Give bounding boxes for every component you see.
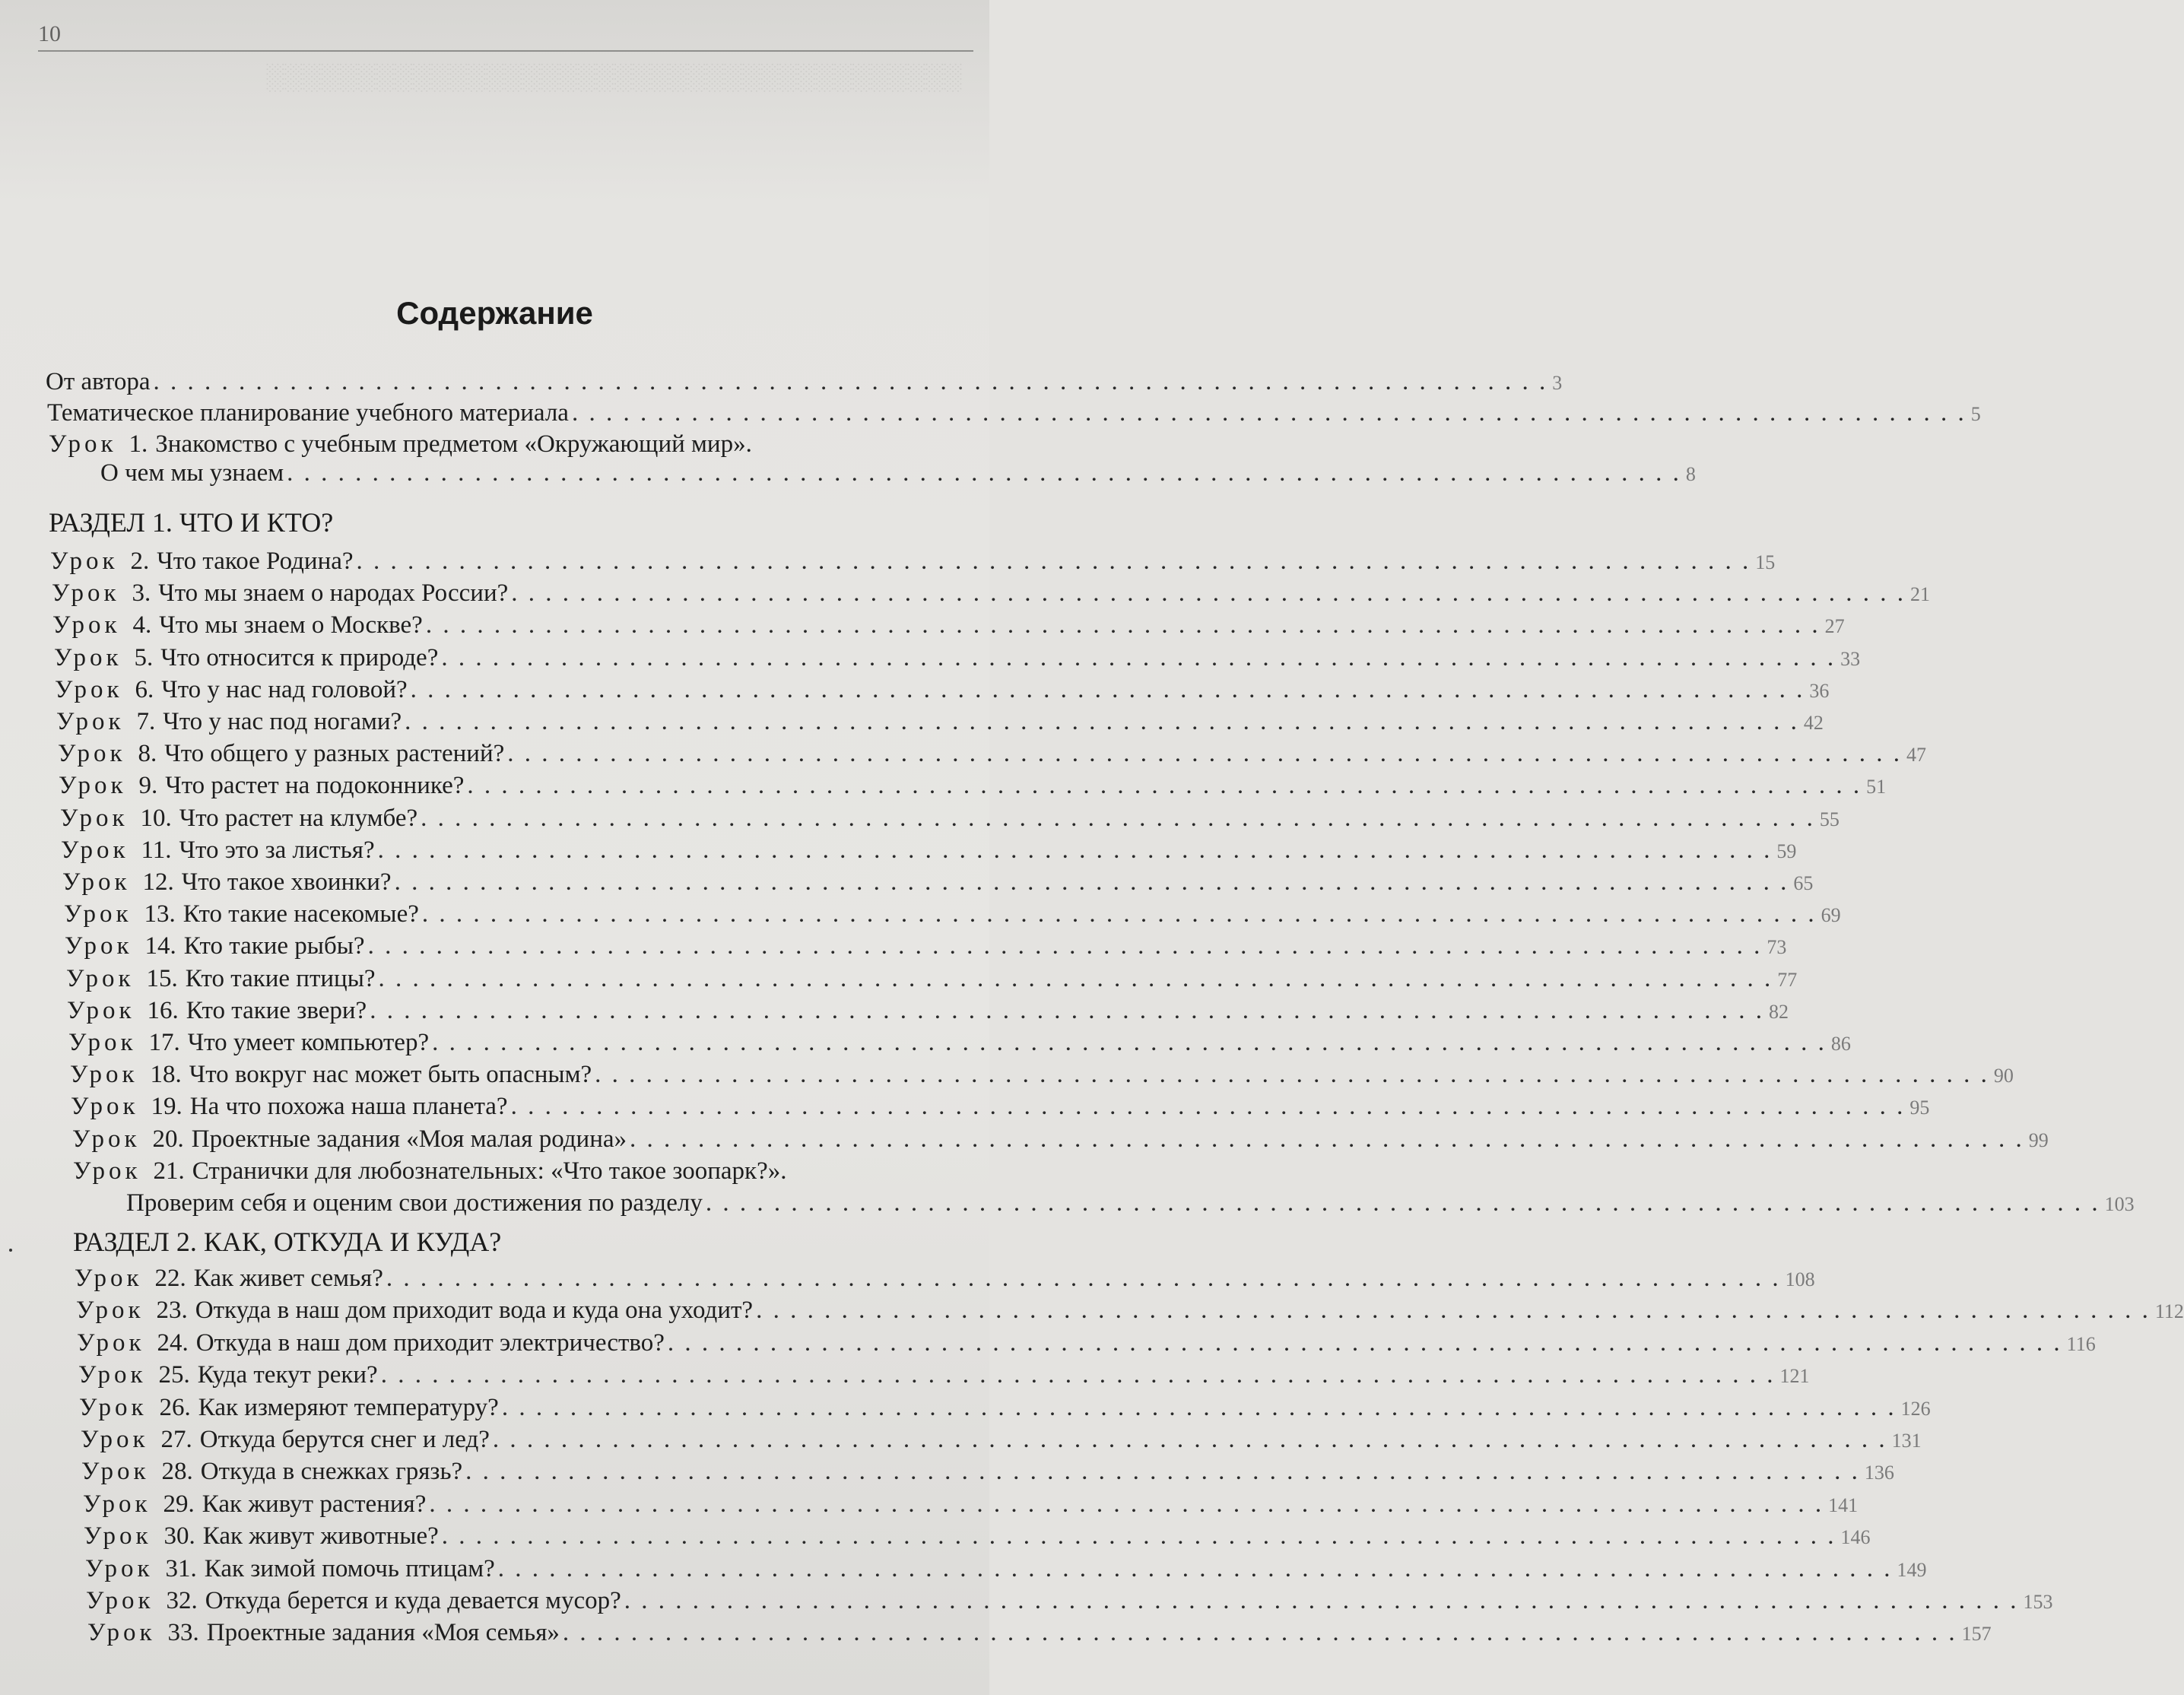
lesson-label: Урок <box>73 1157 141 1185</box>
page-number: 157 <box>1961 1623 1992 1645</box>
entry-title: Как живет семья? <box>193 1265 383 1292</box>
lesson-number: 9. <box>138 772 158 799</box>
lesson-label: Урок <box>70 1061 138 1088</box>
dot-leader: . . . . . . . . . . . . . . . . . . . . . . . . . . . . . . . . . . . . . . . . . . . . . . . . . . . . . . . . . . . . . . . . . . . . . . . . . . . . . . . . . . <box>429 1490 1824 1518</box>
entry-title: Что умеет компьютер? <box>187 1029 430 1056</box>
page-number: 69 <box>1821 904 1841 926</box>
page-number: 108 <box>1785 1268 1815 1290</box>
lesson-label: Урок <box>64 900 132 928</box>
dot-leader: . . . . . . . . . . . . . . . . . . . . . . . . . . . . . . . . . . . . . . . . . . . . . . . . . . . . . . . . . . . . . . . . . . . . . . . . . . . . . . . . . . <box>386 1265 1781 1292</box>
toc-entry-lesson <box>59 772 1887 804</box>
lesson-number: 24. <box>157 1329 189 1357</box>
entry-title: Как живут животные? <box>202 1522 439 1550</box>
toc-entry-lesson <box>81 1426 1922 1458</box>
page-number: 126 <box>1900 1398 1931 1420</box>
lesson-number: 6. <box>135 676 154 703</box>
entry-title: Тематическое планирование учебного материала <box>47 399 569 427</box>
lesson-number: 11. <box>141 836 172 864</box>
page-number: 21 <box>1910 583 1931 605</box>
entry-title: Что у нас под ногами? <box>163 708 402 735</box>
page-number: 55 <box>1819 808 1840 830</box>
lesson-label: Урок <box>77 1329 145 1357</box>
dot-leader: . . . . . . . . . . . . . . . . . . . . . . . . . . . . . . . . . . . . . . . . . . . . . . . . . . . . . . . . . . . . . . . . . . . . . . . . . . . . . . . . . . <box>492 1426 1887 1453</box>
toc-entry-lesson <box>77 1329 2096 1361</box>
entry-title: Откуда в наш дом приходит вода и куда она уходит? <box>195 1297 754 1324</box>
lesson-number: 27. <box>160 1426 192 1453</box>
page-number: 8 <box>1685 463 1696 485</box>
page-number: 59 <box>1776 840 1797 862</box>
entry-title: Откуда берется и куда девается мусор? <box>205 1587 621 1614</box>
lesson-label: Урок <box>49 430 117 458</box>
toc-entry-lesson <box>75 1265 1815 1297</box>
lesson-label: Урок <box>66 965 135 992</box>
lesson-label: Урок <box>81 1458 150 1485</box>
dot-leader: . . . . . . . . . . . . . . . . . . . . . . . . . . . . . . . . . . . . . . . . . . . . . . . . . . . . . . . . . . . . . . . . . . . . . . . . . . . . . . . . . . <box>287 459 1681 487</box>
entry-title: Что это за листья? <box>179 836 375 864</box>
page-number: 5 <box>1970 403 1981 425</box>
lesson-label: Урок <box>52 611 121 639</box>
lesson-number: 10. <box>140 805 172 832</box>
entry-title: Что такое Родина? <box>157 548 354 575</box>
entry-title: Откуда в наш дом приходит электричество? <box>195 1329 665 1357</box>
toc-entry-lesson <box>50 548 1776 579</box>
page-number: 116 <box>2066 1333 2096 1355</box>
lesson-number: 30. <box>163 1522 195 1550</box>
lesson-label: Урок <box>81 1426 149 1453</box>
entry-title: Знакомство с учебным предметом «Окружающий мир». <box>155 430 752 458</box>
page-number: 42 <box>1803 712 1824 734</box>
lesson-label: Урок <box>87 1619 156 1646</box>
toc-title: Содержание <box>396 295 593 331</box>
entry-title: Что растет на подоконнике? <box>165 772 465 799</box>
dot-leader: . . . . . . . . . . . . . . . . . . . . . . . . . . . . . . . . . . . . . . . . . . . . . . . . . . . . . . . . . . . . . . . . . . . . . . . . . . . . . . . . . . <box>425 611 1821 639</box>
dot-leader: . . . . . . . . . . . . . . . . . . . . . . . . . . . . . . . . . . . . . . . . . . . . . . . . . . . . . . . . . . . . . . . . . . . . . . . . . . . . . . . . . . <box>377 836 1773 864</box>
toc-entry-lesson <box>61 836 1797 868</box>
dot-leader: . . . . . . . . . . . . . . . . . . . . . . . . . . . . . . . . . . . . . . . . . . . . . . . . . . . . . . . . . . . . . . . . . . . . . . . . . . . . . . . . . . <box>465 1458 1860 1485</box>
bleed-line: ░░░░░░░░░░░░░░░░░░░░░░░░░░░░░░░░░░░░░░ <box>266 63 963 91</box>
page-number: 36 <box>1809 680 1830 702</box>
page-number: 153 <box>2023 1591 2053 1613</box>
entry-title: Что у нас над головой? <box>161 676 408 703</box>
lesson-number: 5. <box>134 644 154 671</box>
page-number: 86 <box>1830 1033 1851 1055</box>
lesson-label: Урок <box>62 868 131 896</box>
lesson-label: Урок <box>50 548 119 575</box>
dot-leader: . . . . . . . . . . . . . . . . . . . . . . . . . . . . . . . . . . . . . . . . . . . . . . . . . . . . . . . . . . . . . . . . . . . . . . . . . . . . . . . . . . <box>394 868 1789 896</box>
toc-entry-lesson <box>66 965 1798 997</box>
toc-entry-lesson <box>79 1394 1931 1426</box>
entry-title: Кто такие рыбы? <box>183 932 365 960</box>
toc-entry-lesson <box>83 1490 1859 1522</box>
lesson-number: 13. <box>144 900 176 928</box>
lesson-number: 32. <box>166 1587 198 1614</box>
toc-entry-planning <box>47 399 1981 431</box>
lesson-number: 19. <box>151 1093 183 1120</box>
lesson-label: Урок <box>71 1093 139 1120</box>
page-number: 90 <box>1993 1065 2014 1087</box>
lesson-number: 4. <box>132 611 152 639</box>
toc-entry-lesson <box>86 1587 2053 1619</box>
toc-entry-lesson <box>85 1555 1927 1587</box>
dot-leader: . . . . . . . . . . . . . . . . . . . . . . . . . . . . . . . . . . . . . . . . . . . . . . . . . . . . . . . . . . . . . . . . . . . . . . . . . . . . . . . . . . <box>667 1329 2062 1357</box>
page-number: 136 <box>1864 1462 1894 1484</box>
toc-entry-lesson-1-cont <box>100 459 1696 491</box>
entry-title: Куда текут реки? <box>197 1361 378 1389</box>
toc-entry-lesson <box>54 644 1861 676</box>
dot-leader: . . . . . . . . . . . . . . . . . . . . . . . . . . . . . . . . . . . . . . . . . . . . . . . . . . . . . . . . . . . . . . . . . . . . . . . . . . . . . . . . . . <box>378 965 1773 992</box>
lesson-label: Урок <box>68 1029 137 1056</box>
lesson-label: Урок <box>60 805 129 832</box>
lesson-number: 3. <box>132 579 151 607</box>
lesson-number: 31. <box>165 1555 197 1582</box>
page-number: 103 <box>2104 1193 2135 1215</box>
page-number: 51 <box>1866 776 1887 798</box>
entry-title: Проектные задания «Моя малая родина» <box>191 1125 627 1153</box>
lesson-label: Урок <box>72 1125 141 1153</box>
lesson-label: Урок <box>76 1297 144 1324</box>
dot-leader: . . . . . . . . . . . . . . . . . . . . . . . . . . . . . . . . . . . . . . . . . . . . . . . . . . . . . . . . . . . . . . . . . . . . . . . . . . . . . . . . . . <box>153 368 1548 395</box>
entry-title: О чем мы узнаем <box>100 459 284 487</box>
toc-entry-lesson <box>72 1125 2049 1157</box>
lesson-number: 16. <box>147 997 179 1024</box>
entry-title: От автора <box>46 368 151 395</box>
lesson-label: Урок <box>59 772 127 799</box>
page-number: 47 <box>1906 744 1926 766</box>
dot-leader: . . . . . . . . . . . . . . . . . . . . . . . . . . . . . . . . . . . . . . . . . . . . . . . . . . . . . . . . . . . . . . . . . . . . . . . . . . . . . . . . . . <box>467 772 1862 799</box>
lesson-number: 17. <box>148 1029 180 1056</box>
dot-leader: . . . . . . . . . . . . . . . . . . . . . . . . . . . . . . . . . . . . . . . . . . . . . . . . . . . . . . . . . . . . . . . . . . . . . . . . . . . . . . . . . . <box>421 805 1815 832</box>
lesson-number: 25. <box>158 1361 190 1389</box>
toc-entry-lesson <box>68 1029 1851 1061</box>
entry-title: Как живут растения? <box>202 1490 427 1518</box>
toc-entry-lesson <box>84 1522 1871 1554</box>
toc-entry-lesson <box>52 579 1931 611</box>
lesson-number: 22. <box>154 1265 186 1292</box>
entry-title: Кто такие птицы? <box>185 965 376 992</box>
dot-leader: . . . . . . . . . . . . . . . . . . . . . . . . . . . . . . . . . . . . . . . . . . . . . . . . . . . . . . . . . . . . . . . . . . . . . . . . . . . . . . . . . . <box>510 1093 1906 1120</box>
dot-leader: . . . . . . . . . . . . . . . . . . . . . . . . . . . . . . . . . . . . . . . . . . . . . . . . . . . . . . . . . . . . . . . . . . . . . . . . . . . . . . . . . . <box>501 1394 1897 1421</box>
dot-leader: . . . . . . . . . . . . . . . . . . . . . . . . . . . . . . . . . . . . . . . . . . . . . . . . . . . . . . . . . . . . . . . . . . . . . . . . . . . . . . . . . . <box>497 1555 1893 1582</box>
lesson-label: Урок <box>54 644 122 671</box>
section-heading: РАЗДЕЛ 2. КАК, ОТКУДА И КУДА? <box>73 1227 502 1257</box>
lesson-label: Урок <box>83 1490 151 1518</box>
lesson-number: 26. <box>159 1394 191 1421</box>
entry-title: Проектные задания «Моя семья» <box>206 1619 560 1646</box>
page-number: 77 <box>1777 969 1798 991</box>
lesson-number: 7. <box>136 708 156 735</box>
page-number: 15 <box>1755 551 1776 573</box>
dot-leader: . . . . . . . . . . . . . . . . . . . . . . . . . . . . . . . . . . . . . . . . . . . . . . . . . . . . . . . . . . . . . . . . . . . . . . . . . . . . . . . . . . <box>705 1189 2100 1217</box>
toc-entry-lesson <box>64 900 1841 932</box>
toc-entry-lesson <box>70 1061 2014 1093</box>
dot-leader: . . . . . . . . . . . . . . . . . . . . . . . . . . . . . . . . . . . . . . . . . . . . . . . . . . . . . . . . . . . . . . . . . . . . . . . . . . . . . . . . . . <box>595 1061 1989 1088</box>
dot-leader: . . . . . . . . . . . . . . . . . . . . . . . . . . . . . . . . . . . . . . . . . . . . . . . . . . . . . . . . . . . . . . . . . . . . . . . . . . . . . . . . . . <box>356 548 1751 575</box>
entry-title: Проверим себя и оценим свои достижения по разделу <box>126 1189 703 1217</box>
entry-title: Что мы знаем о народах России? <box>158 579 509 607</box>
entry-title: На что похожа наша планета? <box>189 1093 508 1120</box>
toc-entry-lesson-21-cont <box>126 1189 2135 1221</box>
toc-entry-lesson <box>81 1458 1894 1490</box>
lesson-label: Урок <box>52 579 120 607</box>
lesson-label: Урок <box>58 740 126 767</box>
toc-entry-lesson <box>58 740 1926 772</box>
toc-entry-lesson <box>60 805 1840 836</box>
dot-leader: . . . . . . . . . . . . . . . . . . . . . . . . . . . . . . . . . . . . . . . . . . . . . . . . . . . . . . . . . . . . . . . . . . . . . . . . . . . . . . . . . . <box>432 1029 1827 1056</box>
lesson-label: Урок <box>75 1265 143 1292</box>
page-mark <box>9 1249 12 1252</box>
entry-title: Кто такие звери? <box>186 997 367 1024</box>
entry-title: Кто такие насекомые? <box>183 900 419 928</box>
page-number: 3 <box>1552 372 1563 394</box>
toc-entry-lesson <box>65 932 1787 964</box>
lesson-label: Урок <box>86 1587 154 1614</box>
lesson-label: Урок <box>78 1361 147 1389</box>
toc-entry-lesson-1 <box>49 430 985 462</box>
entry-title: Откуда берутся снег и лед? <box>199 1426 490 1453</box>
lesson-label: Урок <box>67 997 135 1024</box>
lesson-label: Урок <box>55 676 123 703</box>
lesson-label: Урок <box>79 1394 148 1421</box>
lesson-number: 23. <box>156 1297 188 1324</box>
dot-leader: . . . . . . . . . . . . . . . . . . . . . . . . . . . . . . . . . . . . . . . . . . . . . . . . . . . . . . . . . . . . . . . . . . . . . . . . . . . . . . . . . . <box>410 676 1805 703</box>
lesson-number: 33. <box>167 1619 199 1646</box>
entry-title: Что общего у разных растений? <box>164 740 505 767</box>
running-head: 10 <box>38 21 973 52</box>
page-number: 99 <box>2028 1129 2049 1151</box>
entry-title: Что такое хвоинки? <box>181 868 392 896</box>
lesson-number: 8. <box>138 740 157 767</box>
lesson-number: 14. <box>144 932 176 960</box>
page-number: 112 <box>2154 1300 2184 1322</box>
lesson-label: Урок <box>61 836 129 864</box>
lesson-number: 18. <box>150 1061 182 1088</box>
entry-title: Что мы знаем о Москве? <box>159 611 423 639</box>
toc-entry-lesson <box>67 997 1789 1029</box>
page-number: 149 <box>1897 1559 1927 1581</box>
page-number: 131 <box>1891 1430 1922 1452</box>
entry-title: Как измеряют температуру? <box>198 1394 499 1421</box>
dot-leader: . . . . . . . . . . . . . . . . . . . . . . . . . . . . . . . . . . . . . . . . . . . . . . . . . . . . . . . . . . . . . . . . . . . . . . . . . . . . . . . . . . <box>571 399 1967 427</box>
entry-title: Откуда в снежках грязь? <box>200 1458 463 1485</box>
toc-entry-lesson <box>71 1093 1930 1125</box>
entry-title: Что растет на клумбе? <box>179 805 418 832</box>
dot-leader: . . . . . . . . . . . . . . . . . . . . . . . . . . . . . . . . . . . . . . . . . . . . . . . . . . . . . . . . . . . . . . . . . . . . . . . . . . . . . . . . . . <box>441 1522 1836 1550</box>
lesson-number: 20. <box>152 1125 184 1153</box>
dot-leader: . . . . . . . . . . . . . . . . . . . . . . . . . . . . . . . . . . . . . . . . . . . . . . . . . . . . . . . . . . . . . . . . . . . . . . . . . . . . . . . . . . <box>624 1587 2019 1614</box>
entry-title: Что вокруг нас может быть опасным? <box>189 1061 592 1088</box>
toc-entry-lesson <box>78 1361 1810 1393</box>
page-number: 82 <box>1768 1001 1789 1023</box>
page-number: 95 <box>1909 1097 1930 1119</box>
dot-leader: . . . . . . . . . . . . . . . . . . . . . . . . . . . . . . . . . . . . . . . . . . . . . . . . . . . . . . . . . . . . . . . . . . . . . . . . . . . . . . . . . . <box>562 1619 1957 1646</box>
entry-title: Что относится к природе? <box>160 644 439 671</box>
lesson-number: 12. <box>142 868 174 896</box>
toc-entry-author <box>46 368 1563 400</box>
lesson-label: Урок <box>84 1522 152 1550</box>
page-number: 141 <box>1828 1494 1859 1516</box>
dot-leader: . . . . . . . . . . . . . . . . . . . . . . . . . . . . . . . . . . . . . . . . . . . . . . . . . . . . . . . . . . . . . . . . . . . . . . . . . . . . . . . . . . <box>756 1297 2151 1324</box>
lesson-number: 1. <box>129 430 148 458</box>
page-number: 65 <box>1793 872 1814 894</box>
lesson-label: Урок <box>65 932 133 960</box>
entry-title: Странички для любознательных: «Что такое зоопарк?». <box>192 1157 787 1185</box>
dot-leader: . . . . . . . . . . . . . . . . . . . . . . . . . . . . . . . . . . . . . . . . . . . . . . . . . . . . . . . . . . . . . . . . . . . . . . . . . . . . . . . . . . <box>441 644 1836 671</box>
lesson-number: 21. <box>153 1157 185 1185</box>
page-number: 33 <box>1840 648 1861 670</box>
toc-entry-lesson <box>87 1619 1992 1651</box>
dot-leader: . . . . . . . . . . . . . . . . . . . . . . . . . . . . . . . . . . . . . . . . . . . . . . . . . . . . . . . . . . . . . . . . . . . . . . . . . . . . . . . . . . <box>367 932 1763 960</box>
section-heading: РАЗДЕЛ 1. ЧТО И КТО? <box>49 507 334 538</box>
dot-leader: . . . . . . . . . . . . . . . . . . . . . . . . . . . . . . . . . . . . . . . . . . . . . . . . . . . . . . . . . . . . . . . . . . . . . . . . . . . . . . . . . . <box>380 1361 1776 1389</box>
page-number: 27 <box>1824 615 1845 637</box>
page-number: 146 <box>1840 1526 1871 1548</box>
toc-entry-lesson <box>62 868 1814 900</box>
dot-leader: . . . . . . . . . . . . . . . . . . . . . . . . . . . . . . . . . . . . . . . . . . . . . . . . . . . . . . . . . . . . . . . . . . . . . . . . . . . . . . . . . . <box>370 997 1764 1024</box>
lesson-label: Урок <box>56 708 125 735</box>
lesson-number: 29. <box>163 1490 195 1518</box>
dot-leader: . . . . . . . . . . . . . . . . . . . . . . . . . . . . . . . . . . . . . . . . . . . . . . . . . . . . . . . . . . . . . . . . . . . . . . . . . . . . . . . . . . <box>630 1125 2024 1153</box>
dot-leader: . . . . . . . . . . . . . . . . . . . . . . . . . . . . . . . . . . . . . . . . . . . . . . . . . . . . . . . . . . . . . . . . . . . . . . . . . . . . . . . . . . <box>421 900 1817 928</box>
page-number: 121 <box>1779 1365 1810 1387</box>
page-number: 73 <box>1767 936 1787 958</box>
toc-entry-lesson <box>56 708 1824 740</box>
lesson-number: 15. <box>146 965 178 992</box>
dot-leader: . . . . . . . . . . . . . . . . . . . . . . . . . . . . . . . . . . . . . . . . . . . . . . . . . . . . . . . . . . . . . . . . . . . . . . . . . . . . . . . . . . <box>405 708 1799 735</box>
lesson-number: 2. <box>130 548 150 575</box>
toc-entry-lesson <box>52 611 1845 643</box>
toc-entry-lesson <box>76 1297 2184 1328</box>
lesson-number: 28. <box>161 1458 193 1485</box>
toc-entry-lesson <box>55 676 1830 708</box>
toc-entry-lesson-21 <box>73 1157 985 1189</box>
entry-title: Как зимой помочь птицам? <box>204 1555 495 1582</box>
dot-leader: . . . . . . . . . . . . . . . . . . . . . . . . . . . . . . . . . . . . . . . . . . . . . . . . . . . . . . . . . . . . . . . . . . . . . . . . . . . . . . . . . . <box>507 740 1902 767</box>
lesson-label: Урок <box>85 1555 154 1582</box>
dot-leader: . . . . . . . . . . . . . . . . . . . . . . . . . . . . . . . . . . . . . . . . . . . . . . . . . . . . . . . . . . . . . . . . . . . . . . . . . . . . . . . . . . <box>511 579 1906 607</box>
